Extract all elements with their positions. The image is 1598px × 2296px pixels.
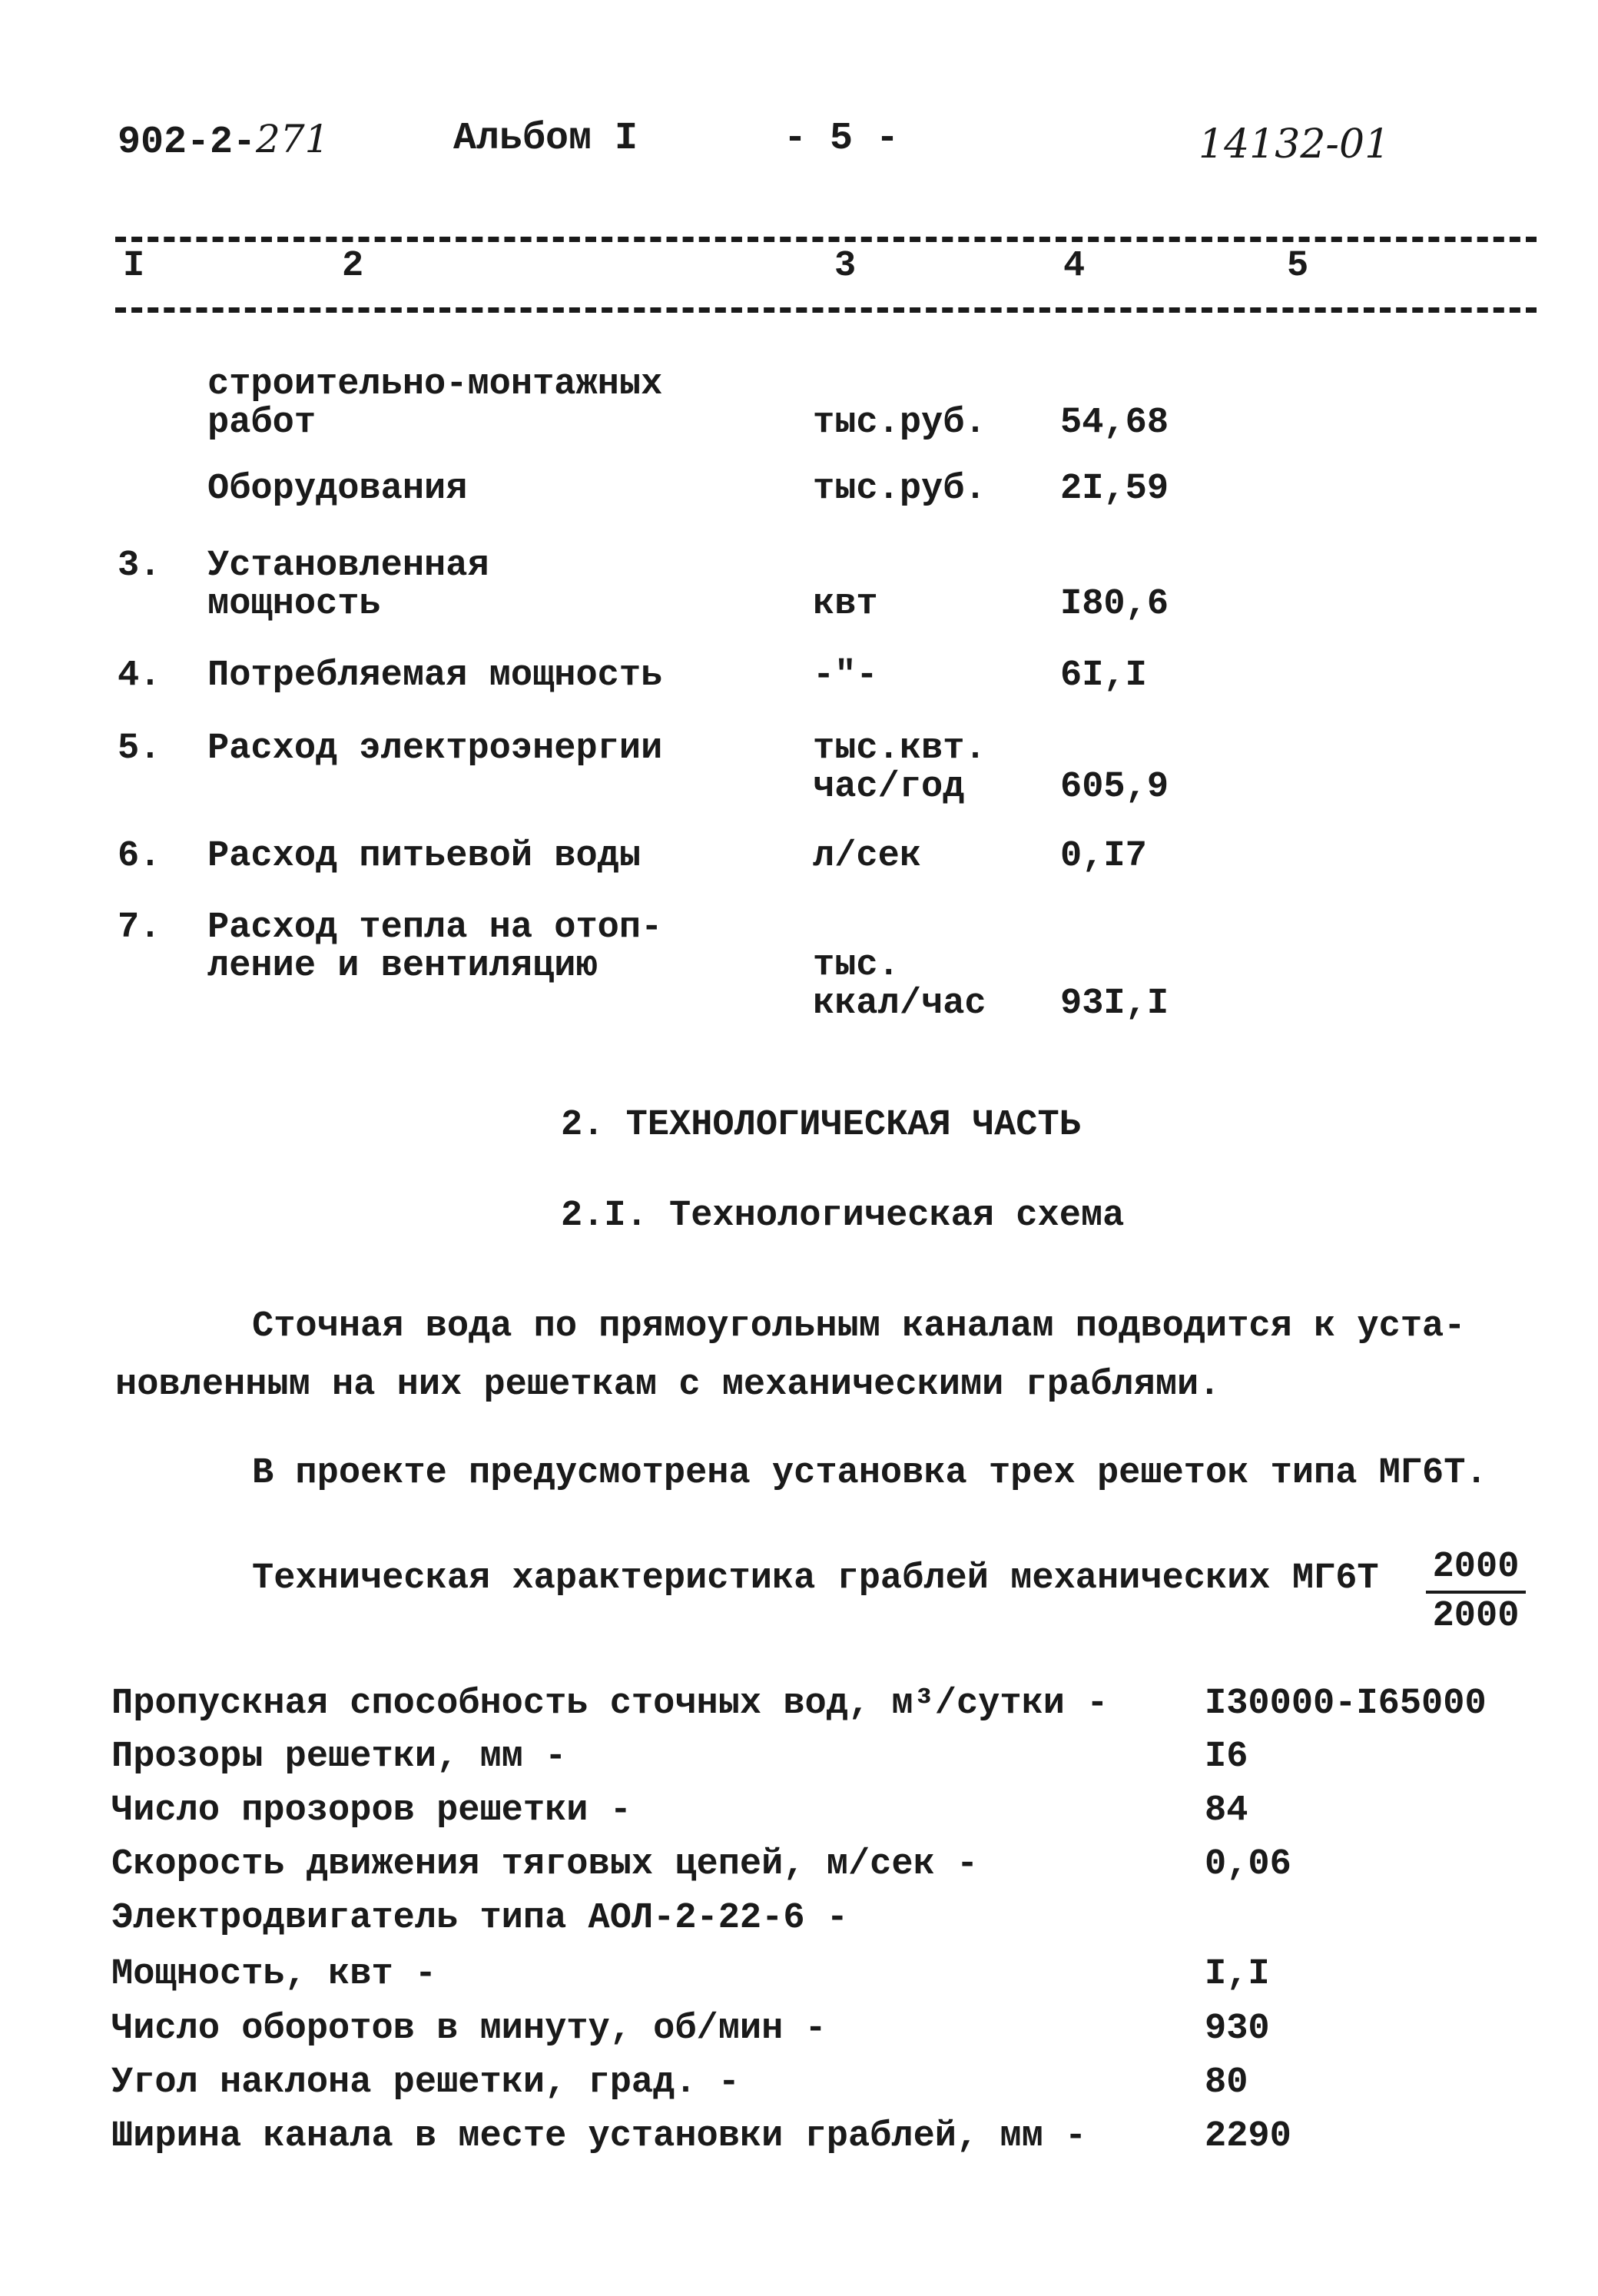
spec-label: Ширина канала в месте установки граблей, мм - (111, 2116, 1087, 2157)
table-row-desc: Оборудования (207, 469, 468, 509)
spec-value: 80 (1205, 2062, 1248, 2103)
table-row-unit: тыс.руб. (813, 469, 986, 509)
inventory-number-handwritten: 14132-01 (1198, 121, 1391, 168)
table-row-unit (813, 730, 986, 807)
col-header-1: I (123, 246, 145, 287)
col-header-2: 2 (342, 246, 364, 287)
spec-value: 930 (1205, 2009, 1270, 2049)
table-row-value: 2I,59 (1060, 469, 1169, 509)
spec-label: Скорость движения тяговых цепей, м/сек - (111, 1844, 979, 1885)
table-row-number: 7. (118, 907, 161, 948)
spec-value: I30000-I65000 (1205, 1684, 1487, 1724)
table-row-number: 6. (118, 836, 161, 877)
paragraph-line: новленным на них решеткам с механическими граблями. (115, 1365, 1221, 1405)
fraction-numerator: 2000 (1432, 1547, 1520, 1588)
spec-label: Число прозоров решетки - (111, 1790, 632, 1831)
spec-label: Мощность, квт - (111, 1954, 437, 1995)
spec-value: I6 (1205, 1737, 1248, 1777)
paragraph-line: В проекте предусмотрена установка трех решеток типа МГ6Т. (252, 1453, 1487, 1494)
fraction-denominator: 2000 (1432, 1596, 1520, 1637)
spec-label: Угол наклона решетки, град. - (111, 2062, 740, 2103)
row-unit-line: тыс.квт. (813, 728, 986, 769)
table-row-desc (207, 909, 662, 986)
spec-value: 0,06 (1205, 1844, 1291, 1885)
table-header-rule (115, 307, 1537, 313)
table-row-desc: Расход электроэнергии (207, 728, 663, 769)
spec-value: I,I (1205, 1954, 1270, 1995)
row-unit-line: час/год (813, 767, 965, 808)
spec-label: Число оборотов в минуту, об/мин - (111, 2009, 827, 2049)
table-row-unit: тыс.руб. (813, 403, 986, 443)
table-row-desc (207, 547, 489, 624)
spec-label: Электродвигатель типа АОЛ-2-22-6 - (111, 1898, 848, 1939)
spec-label: Прозоры решетки, мм - (111, 1737, 567, 1777)
table-row-value: 605,9 (1060, 767, 1169, 808)
table-row-value: 0,I7 (1060, 836, 1147, 877)
table-row-unit: -"- (813, 655, 878, 696)
table-row-desc: Расход питьевой воды (207, 836, 642, 877)
table-row-value: I80,6 (1060, 584, 1169, 625)
spec-value: 84 (1205, 1790, 1248, 1831)
col-header-3: 3 (834, 246, 857, 287)
paragraph-line: Сточная вода по прямоугольным каналам подводится к уста- (252, 1306, 1466, 1347)
row-desc-line: строительно-монтажных (207, 364, 663, 405)
fraction (1426, 1546, 1526, 1638)
row-desc-line: ление и вентиляцию (207, 946, 598, 987)
table-row-value: 6I,I (1060, 655, 1147, 696)
row-unit-line: ккал/час (813, 984, 986, 1024)
album-label: Альбом I (453, 117, 638, 161)
table-row-number: 4. (118, 655, 161, 696)
row-unit-line: тыс. (813, 945, 900, 986)
section-title: 2. ТЕХНОЛОГИЧЕСКАЯ ЧАСТЬ (561, 1105, 1081, 1146)
table-row-unit (813, 947, 986, 1024)
row-desc-line: Установленная (207, 546, 489, 586)
table-top-rule (115, 237, 1537, 242)
row-desc-line: мощность (207, 584, 381, 625)
document-code (118, 117, 329, 164)
page-number: - 5 - (784, 117, 900, 161)
row-desc-line: Расход тепла на отоп- (207, 907, 663, 948)
document-code-handwritten: 271 (256, 117, 330, 161)
section-subtitle: 2.I. Технологическая схема (561, 1196, 1125, 1236)
fraction-bar (1426, 1591, 1526, 1594)
col-header-5: 5 (1287, 246, 1309, 287)
table-row-unit: л/сек (813, 836, 922, 877)
table-row-number: 5. (118, 728, 161, 769)
col-header-4: 4 (1063, 246, 1086, 287)
table-row-value: 93I,I (1060, 984, 1169, 1024)
table-row-desc (207, 366, 662, 443)
table-row-value: 54,68 (1060, 403, 1169, 443)
row-desc-line: работ (207, 403, 317, 443)
spec-value: 2290 (1205, 2116, 1291, 2157)
document-code-printed: 902-2- (118, 121, 257, 164)
paragraph-line: Техническая характеристика граблей механических МГ6Т (252, 1558, 1379, 1599)
table-row-unit: квт (813, 584, 878, 625)
spec-label: Пропускная способность сточных вод, м³/сутки - (111, 1684, 1109, 1724)
table-row-number: 3. (118, 546, 161, 586)
table-row-desc: Потребляемая мощность (207, 655, 663, 696)
